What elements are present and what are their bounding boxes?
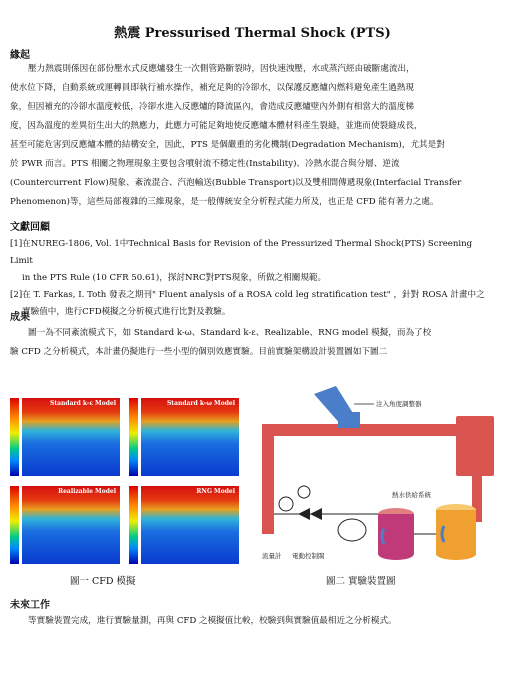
results-line: 圖一為不同紊流模式下，如 Standard k-ω、Standard k-ε、Realizable、RNG model 模擬，而為了校 (28, 328, 432, 338)
origin-paragraph (10, 60, 496, 212)
reference-text: [1]在NUREG-1806, Vol. 1中Technical Basis for Revision of the Pressurized Thermal Shock(PTS) Screening Limit (10, 239, 473, 266)
future-paragraph: 等實驗裝置完成，進行實驗量測，再與 CFD 之模擬值比較，校驗到與實驗值最相近之分析模式。 (28, 616, 397, 626)
pump-icon (338, 519, 366, 541)
results-heading: 成果 (10, 312, 30, 323)
reference-item (10, 287, 496, 321)
contour-plot (22, 398, 120, 476)
reference-list (10, 236, 496, 321)
motor-valve-label: 電動控制閥 (292, 552, 325, 560)
panel-label: RNG Model (196, 488, 235, 495)
flow-meter-label: 流量計 (262, 552, 282, 560)
reference-continuation: 實驗值中，進行CFD模擬之分析模式進行比對及教驗。 (22, 307, 231, 317)
origin-line: 使水位下降，自動系統或運轉員即執行補水操作，補充足夠的冷卻水，以保護反應爐內燃料避免產生過熱現 (10, 83, 414, 93)
figure-cfd-simulation (8, 394, 243, 569)
cfd-panel-standard-k-omega (127, 394, 241, 478)
origin-line: 於 PWR 而言。PTS 相關之物理現象主要包含噴射流不穩定性(Instability)、冷熱水混合與分層、逆流 (10, 159, 400, 169)
contour-plot (22, 486, 120, 564)
cfd-panel-realizable (8, 482, 122, 566)
refs-heading: 文獻回顧 (10, 222, 50, 233)
page-title: 熱震 Pressurised Thermal Shock (PTS) (114, 26, 391, 41)
origin-line: 甚至可能危害到反應爐本體的結構安全，因此，PTS 是個嚴重的劣化機制(Degradation Mechanism)，尤其是對 (10, 140, 445, 150)
colorbar (129, 486, 138, 564)
flow-meter-icon (279, 497, 293, 511)
angle-adjuster-label: 注入角度調整器 (376, 400, 422, 408)
origin-heading: 緣起 (10, 50, 30, 61)
future-heading: 未來工作 (10, 600, 50, 611)
origin-line: Phenomenon)等，這些局部複雜的三維現象，是一般傳統安全分析程式能力所及，也正是 CFD 能有著力之處。 (10, 197, 439, 207)
colorbar (10, 486, 19, 564)
tank-bottom (436, 548, 476, 560)
origin-line: 象，但因補充的冷卻水溫度較低，冷卻水進入反應爐的降流區內，會造成反應爐壁內外側有相當大的溫度梯 (10, 102, 414, 112)
panel-label: Standard k-ω Model (166, 400, 235, 407)
figure2-caption: 圖二 實驗裝置圖 (326, 576, 396, 587)
panel-label: Standard k-ε Model (50, 400, 116, 407)
contour-plot (141, 398, 239, 476)
origin-line: (Countercurrent Flow)現象、紊流混合、汽泡輸送(Bubble Transport)以及雙相間傳遞現象(Interfacial Transfer (10, 178, 462, 188)
red-pipe (262, 424, 456, 534)
colorbar (129, 398, 138, 476)
cfd-panel-rng (127, 482, 241, 566)
origin-line: 度，因為溫度的差異衍生出大的熱應力，此應力可能足夠地使反應爐本體材料產生裂縫，並進而使裂縫成長， (10, 121, 423, 131)
reference-item (10, 236, 496, 287)
panel-label: Realizable Model (58, 488, 116, 495)
figure-experimental-apparatus (256, 384, 498, 569)
results-line: 驗 CFD 之分析模式，本計畫仍擬進行一些小型的個別效應實驗。目前實驗架構設計裝置圖如下圖二 (10, 347, 388, 357)
motor-valve-icon (298, 486, 310, 498)
right-vessel (456, 416, 494, 476)
reference-text: [2]在 T. Farkas, I. Toth 發表之期刊" Fluent analysis of a ROSA cold leg stratification test" ，針對 ROSA 計畫中之 (10, 290, 485, 300)
results-paragraph (10, 324, 496, 362)
contour-plot (141, 486, 239, 564)
angle-adjuster-body (338, 412, 360, 428)
cfd-panel-standard-k-epsilon (8, 394, 122, 478)
figure1-caption: 圖一 CFD 模擬 (70, 576, 136, 587)
tank-bottom (378, 548, 414, 560)
hot-water-system-label: 熱水供給系統 (392, 491, 431, 499)
origin-line: 壓力熱震則係因在部份壓水式反應爐發生一次側管路斷裂時，因快速洩壓，水或蒸汽經由破斷處流出， (28, 64, 415, 74)
reference-continuation: in the PTS Rule (10 CFR 50.61)，探討NRC對PTS現象，所做之相關規範。 (22, 273, 327, 283)
colorbar (10, 398, 19, 476)
